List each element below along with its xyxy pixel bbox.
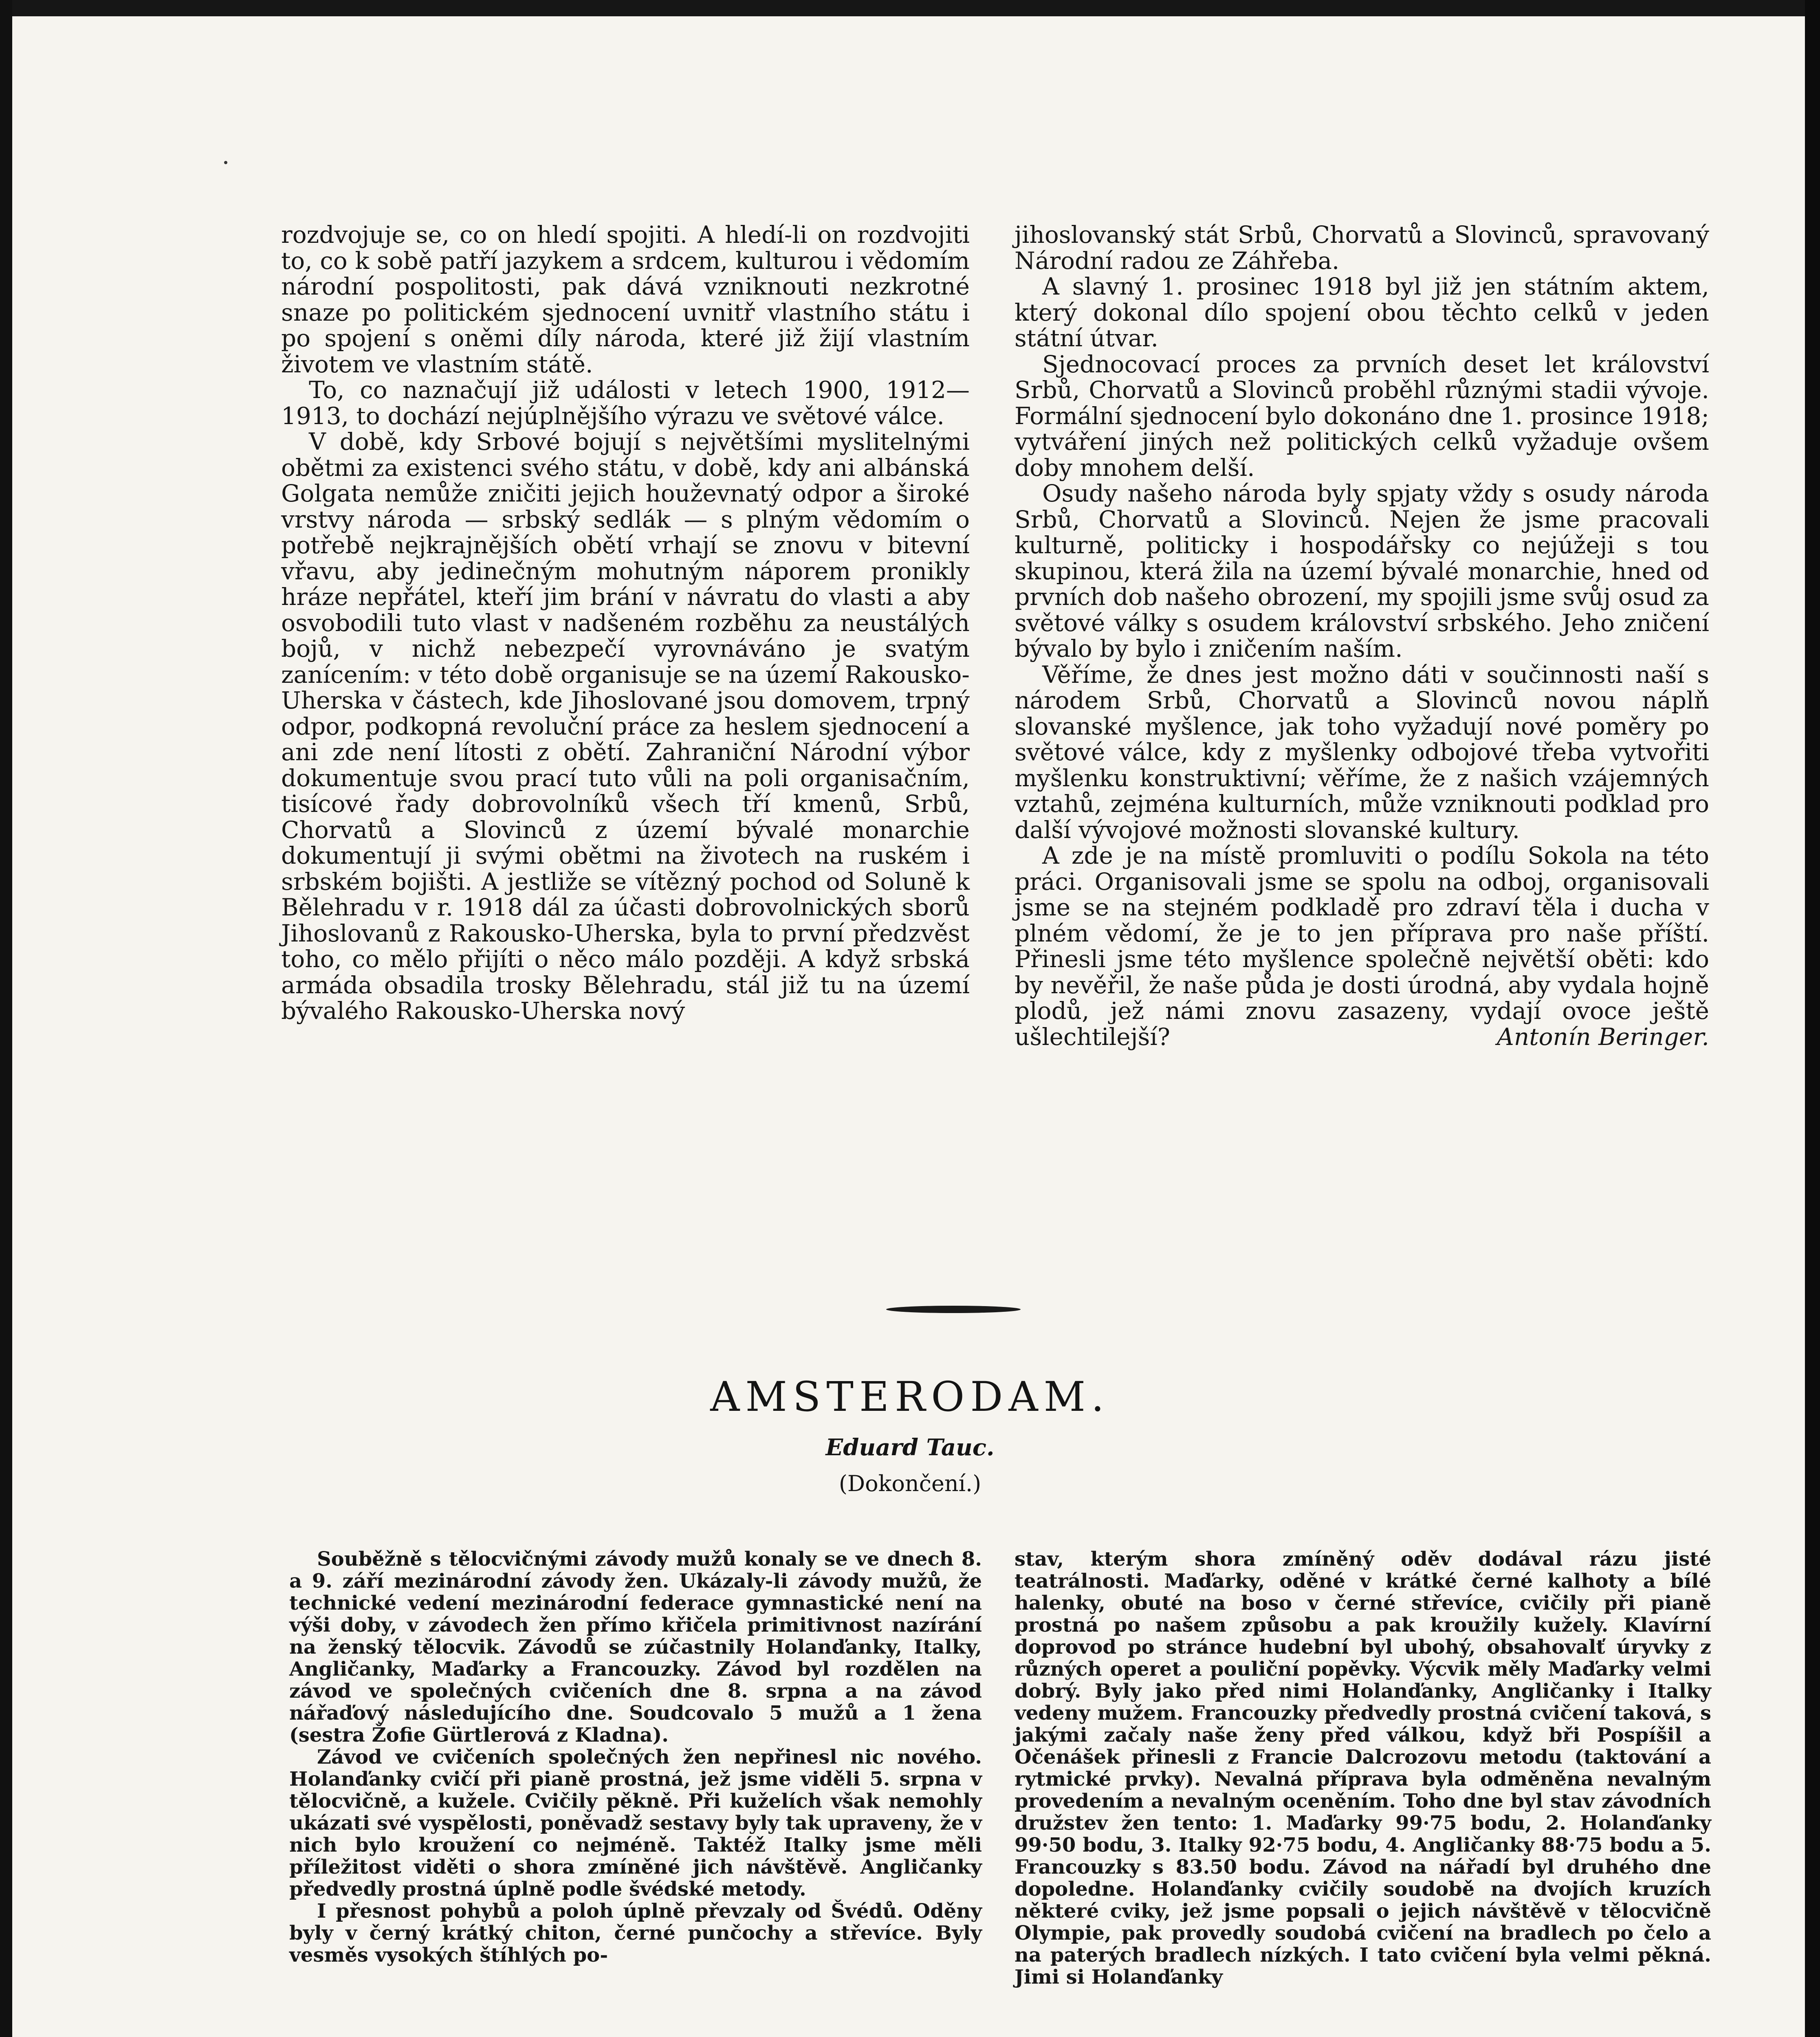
article-title: AMSTERODAM. [710, 1373, 1110, 1421]
paragraph: Závod ve cvičeních společných žen nepřinesl nic nového. Holanďanky cvičí při pianě prostná, jež jsme viděli 5. srpna v tělocvičně, a kužele. Cvičily pěkně. Při kuželích však nemohly ukázati své vyspělosti, poněvadž sestavy byly tak upraveny, že v nich bylo kroužení co nejméně. Taktéž Italky jsme měli příležitost viděti o shora zmíněné jich návštěvě. Angličanky předvedly prostná úplně podle švédské metody. [289, 1746, 982, 1901]
paragraph: Sjednocovací proces za prvních deset let království Srbů, Chorvatů a Slovinců proběhl různými stadii vývoje. Formální sjednocení bylo dokonáno dne 1. prosince 1918; vytváření jiných než politických celků vyžaduje ovšem doby mnohem delší. [1015, 350, 1709, 482]
paragraph-with-signature [1015, 843, 1709, 1050]
paragraph: Osudy našeho národa byly spjaty vždy s osudy národa Srbů, Chorvatů a Slovinců. Nejen že jsme pracovali kulturně, politicky i hospodářsky co nejúžeji s tou skupinou, která žila na území bývalé monarchie, hned od prvních dob našeho obrození, my spojili jsme svůj osud za světové války s osudem království srbského. Jeho zničení bývalo by bylo i zničením naším. [1015, 480, 1709, 662]
sokol-article-column-2 [1015, 222, 1709, 1050]
scan-border-top [0, 0, 1820, 16]
article-author: Eduard Tauc. [825, 1434, 995, 1461]
paragraph: To, co naznačují již události v letech 1900, 1912—1913, to dochází nejúplnějšího výrazu ve světové válce. [281, 376, 970, 430]
scan-border-right [1805, 0, 1820, 2037]
paragraph: rozdvojuje se, co on hledí spojiti. A hledí-li on rozdvojiti to, co k sobě patří jazykem a srdcem, kulturou i vědomím národní pospolitosti, pak dává vzniknouti nezkrotné snaze po politickém sjednocení uvnitř vlastního státu i po spojení s oněmi díly národa, které již žijí vlastním životem ve vlastním státě. [281, 221, 970, 378]
sokol-article-column-1 [281, 222, 970, 1024]
amsterdam-article-column-1 [289, 1548, 982, 1966]
section-divider [886, 1306, 1021, 1313]
paragraph: Věříme, že dnes jest možno dáti v součinnosti naší s národem Srbů, Chorvatů a Slovinců novou náplň slovanské myšlence, jak toho vyžadují nové poměry po světové válce, kdy z myšlenky odbojové třeba vytvořiti myšlenku konstruktivní; věříme, že z našich vzájemných vztahů, zejména kulturních, může vzniknouti podklad pro další vývojové možnosti slovanské kultury. [1015, 660, 1709, 844]
paragraph: I přesnost pohybů a poloh úplně převzaly od Švédů. Oděny byly v černý krátký chiton, černé punčochy a střevíce. Byly vesměs vysokých štíhlých po- [289, 1900, 982, 1967]
scan-border-left [0, 0, 12, 2037]
paragraph: V době, kdy Srbové bojují s největšími myslitelnými obětmi za existenci svého státu, v době, kdy ani albánská Golgata nemůže zničiti jejich houževnatý odpor a široké vrstvy národa — srbský sedlák — s plným vědomím o potřebě nejkrajnějších obětí vrhají se znovu v bitevní vřavu, aby jedinečným mohutným náporem pronikly hráze nepřátel, kteří jim brání v návratu do vlasti a aby osvobodili tuto vlast v nadšeném rozběhu za neustálých bojů, v nichž nebezpečí vyrovnáváno je svatým zanícením: v této době organisuje se na území Rakousko-Uherska v částech, kde Jihoslované jsou domovem, trpný odpor, podkopná revoluční práce za heslem sjednocení a ani zde není lítosti z obětí. Zahraniční Národní výbor dokumentuje svou prací tuto vůli na poli organisačním, tisícové řady dobrovolníků všech tří kmenů, Srbů, Chorvatů a Slovinců z území bývalé monarchie dokumentují ji svými obětmi na životech na ruském i srbském bojišti. A jestliže se vítězný pochod od Soluně k Bělehradu v r. 1918 dál za účasti dobrovolnických sborů Jihoslovanů z Rakousko-Uherska, byla to první předzvěst toho, co mělo přijíti o něco málo později. A když srbská armáda obsadila trosky Bělehradu, stál již tu na území bývalého Rakousko-Uherska nový [281, 428, 970, 1025]
paragraph: Souběžně s tělocvičnými závody mužů konaly se ve dnech 8. a 9. září mezinárodní závody žen. Ukázaly-li závody mužů, že technické vedení mezinárodní federace gymnastické není na výši doby, v závodech žen přímo křičela primitivnost nazírání na ženský tělocvik. Závodů se zúčastnily Holanďanky, Italky, Angličanky, Maďarky a Francouzky. Závod byl rozdělen na závod ve společných cvičeních dne 8. srpna a na závod nářaďový následujícího dne. Soudcovalo 5 mužů a 1 žena (sestra Žofie Gürtlerová z Kladna). [289, 1548, 982, 1747]
paragraph-text: A zde je na místě promluviti o podílu Sokola na této práci. Organisovali jsme se spolu na odboj, organisovali jsme se na stejném podkladě pro zdraví těla i ducha v plném vědomí, že je to jen příprava pro naše příští. Přinesli jsme této myšlence společně největší oběti: kdo by nevěřil, že naše půda je dosti úrodná, aby vydala hojně plodů, jež námi znovu zasazeny, vydají ovoce ještě ušlechtilejší? [1015, 842, 1709, 1051]
paragraph: stav, kterým shora zmíněný oděv dodával rázu jisté teatrálnosti. Maďarky, oděné v krátké černé kalhoty a bílé halenky, obuté na boso v černé střevíce, cvičily při pianě prostná po našem způsobu a pak kroužily kužely. Klavírní doprovod po stránce hudební byl ubohý, obsahovalť úryvky z různých operet a pouliční popěvky. Výcvik měly Maďarky velmi dobrý. Byly jako před nimi Holanďanky, Angličanky i Italky vedeny mužem. Francouzky předvedly prostná cvičení taková, s jakými začaly naše ženy před válkou, když bři Pospíšil a Očenášek přinesli z Francie Dalcrozovu metodu (taktování a rytmické prvky). Nevalná příprava byla odměněna nevalným provedením a nevalným oceněním. Toho dne byl stav závodních družstev žen tento: 1. Maďarky 99·75 bodu, 2. Holanďanky 99·50 bodu, 3. Italky 92·75 bodu, 4. Angličanky 88·75 bodu a 5. Francouzky s 83.50 bodu. Závod na nářadí byl druhého dne dopoledne. Holanďanky cvičily soudobě na dvojích kruzích některé cviky, jež jsme popsali o jejich návštěvě v tělocvičně Olympie, pak provedly soudobá cvičení na bradlech po čelo a na paterých bradlech nízkých. I tato cvičení byla velmi pěkná. Jimi si Holanďanky [1015, 1548, 1711, 1989]
print-speck [224, 161, 227, 164]
author-signature: Antonín Beringer. [1497, 1023, 1709, 1051]
article-status: (Dokončení.) [838, 1471, 982, 1496]
amsterdam-article-column-2 [1015, 1548, 1711, 1988]
paragraph: jihoslovanský stát Srbů, Chorvatů a Slovinců, spravovaný Národní radou ze Záhřeba. [1015, 221, 1709, 275]
paragraph: A slavný 1. prosinec 1918 byl již jen státním aktem, který dokonal dílo spojení obou těchto celků v jeden státní útvar. [1015, 273, 1709, 352]
